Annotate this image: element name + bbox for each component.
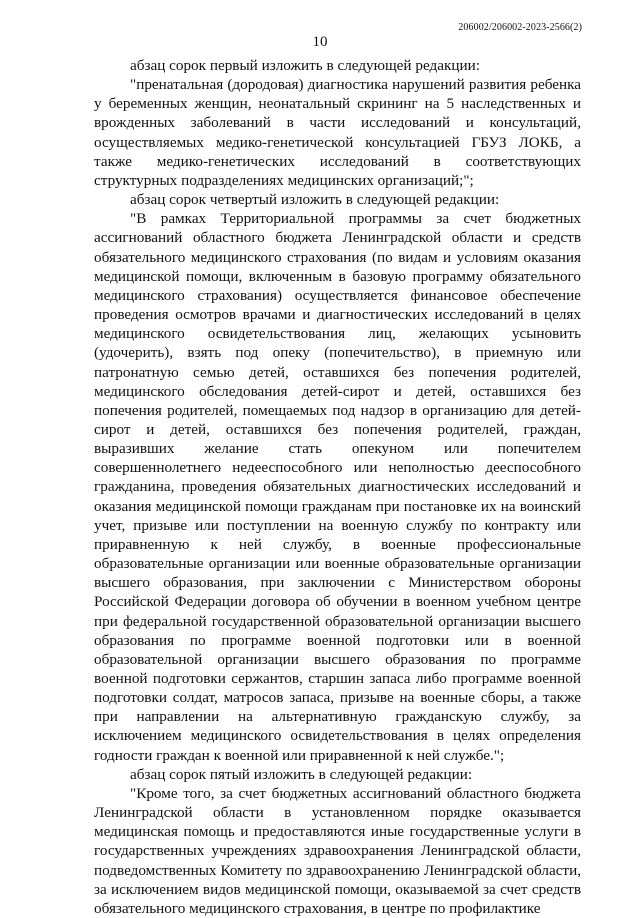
paragraph-text-41: "пренатальная (дородовая) диагностика нарушений развития ребенка у беременных женщин, неонатальный скрининг на 5 наследственных и врожденных заболеваний в части исследований и консультаций, осуществляемых медико-генетической консультацией ГБУЗ ЛОКБ, а также медико-генетических исследований в соответствующих структурных подразделениях медицинских организаций;"; [94, 76, 581, 189]
paragraph-instruction-44: абзац сорок четвертый изложить в следующей редакции: [130, 191, 500, 209]
document-body [94, 56, 581, 918]
paragraph-text-44: "В рамках Территориальной программы за счет бюджетных ассигнований областного бюджета Ленинградской области и средств обязательного медицинского страхования (по видам и условиям оказания медицинской помощи, включенным в базовую программу обязательного медицинского страхования) осуществляется финансовое обеспечение проведения осмотров врачами и диагностических исследований в целях медицинского освидетельствования лиц, желающих усыновить (удочерить), взять под опеку (попечительство), в приемную или патронатную семью детей, оставшихся без попечения родителей, медицинского обследования детей-сирот и детей, оставшихся без попечения родителей, помещаемых под надзор в организацию для детей-сирот и детей, оставшихся без попечения родителей, граждан, выразивших желание стать опекуном или попечителем совершеннолетнего недееспособного или неполностью дееспособного гражданина, проведения обязательных диагностических исследований и оказания медицинской помощи гражданам при постановке их на воинский учет, призыве или поступлении на военную службу по контракту или приравненную к ней службу, в военные профессиональные образовательные организации или военные образовательные организации высшего образования, при заключении с Министерством обороны Российской Федерации договора об обучении в военном учебном центре при федеральной государственной образовательной организации высшего образования по программе военной подготовки или в военной образовательной организации высшего образования по программе военной подготовки сержантов, старшин запаса либо программе военной подготовки солдат, матросов запаса, призыве на военные сборы, а также при направлении на альтернативную гражданскую службу, за исключением медицинского освидетельствования в целях определения годности граждан к военной или приравненной к ней службе."; [94, 210, 581, 764]
page-number: 10 [312, 34, 328, 50]
document-registration-number: 206002/206002-2023-2566(2) [458, 22, 582, 33]
paragraph-instruction-45: абзац сорок пятый изложить в следующей редакции: [130, 765, 473, 783]
paragraph-instruction-41: абзац сорок первый изложить в следующей редакции: [130, 57, 480, 74]
paragraph-text-45: "Кроме того, за счет бюджетных ассигнований областного бюджета Ленинградской области в установленном порядке оказывается медицинская помощь и предоставляются иные государственные услуги в государственных учреждениях здравоохранения Ленинградской области, подведомственных Комитету по здравоохранению Ленинградской области, за исключением видов медицинской помощи, оказываемой за счет средств обязательного медицинского страхования, в центре по профилактике [94, 784, 581, 917]
